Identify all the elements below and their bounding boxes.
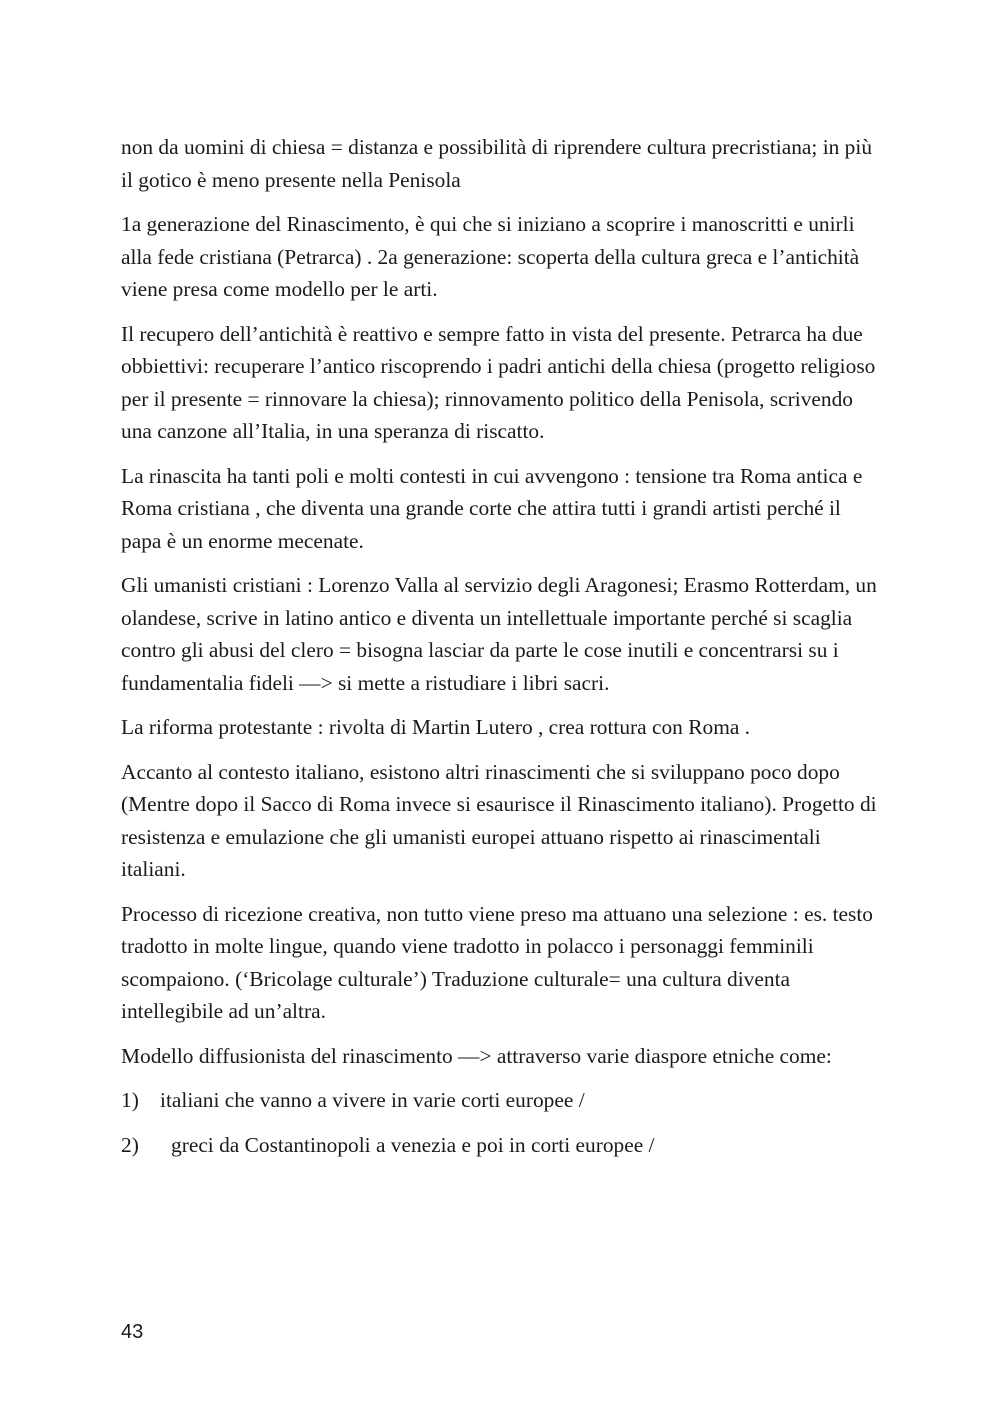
paragraph: La riforma protestante : rivolta di Martin Lutero , crea rottura con Roma .	[121, 715, 751, 739]
paragraph: Accanto al contesto italiano, esistono altri rinascimenti che si sviluppano poco dopo (Mentre dopo il Sacco di Roma invece si esaurisce il Rinascimento italiano). Progetto di resistenza e emulazione che gli umanisti europei attuano rispetto ai rinascimentali italiani.	[121, 759, 877, 881]
list-item-text: italiani che vanno a vivere in varie corti europee /	[160, 1088, 585, 1112]
paragraph: non da uomini di chiesa = distanza e possibilità di riprendere cultura precristiana; in più il gotico è meno presente nella Penisola	[121, 135, 873, 192]
page-body	[121, 131, 881, 1173]
numbered-list	[121, 1084, 881, 1161]
page-number: 43	[121, 1321, 144, 1343]
paragraph: Il recupero dell’antichità è reattivo e sempre fatto in vista del presente. Petrarca ha due obbiettivi: recuperare l’antico riscoprendo i padri antichi della chiesa (progetto religioso per il presente = rinnovare la chiesa); rinnovamento politico della Penisola, scrivendo una canzone all’Italia, in una speranza di riscatto.	[121, 321, 876, 443]
list-item	[121, 1084, 881, 1117]
paragraph: Modello diffusionista del rinascimento —> attraverso varie diaspore etniche come:	[121, 1043, 832, 1068]
paragraph: Gli umanisti cristiani : Lorenzo Valla al servizio degli Aragonesi; Erasmo Rotterdam, un olandese, scrive in latino antico e diventa un intellettuale importante perché si scaglia contro gli abusi del clero = bisogna lasciar da parte le cose inutili e concentrarsi su i fundamentalia fideli —> si mette a ristudiare i libri sacri.	[121, 573, 877, 695]
paragraph: La rinascita ha tanti poli e molti contesti in cui avvengono : tensione tra Roma antica e Roma cristiana , che diventa una grande corte che attira tutti i grandi artisti perché il papa è un enorme mecenate.	[121, 463, 863, 553]
list-item	[121, 1129, 881, 1162]
list-item-text: greci da Costantinopoli a venezia e poi in corti europee /	[171, 1132, 655, 1157]
list-item-number: 1)	[121, 1088, 139, 1112]
list-item-number: 2)	[121, 1132, 139, 1157]
paragraph: 1a generazione del Rinascimento, è qui che si iniziano a scoprire i manoscritti e unirli alla fede cristiana (Petrarca) . 2a generazione: scoperta della cultura greca e l’antichità viene presa come modello per le arti.	[121, 212, 860, 301]
paragraph: Processo di ricezione creativa, non tutto viene preso ma attuano una selezione : es. testo tradotto in molte lingue, quando viene tradotto in polacco i personaggi femminili scompaiono. (‘Bricolage culturale’) Traduzione culturale= una cultura diventa intellegibile ad un’altra.	[121, 901, 873, 1023]
